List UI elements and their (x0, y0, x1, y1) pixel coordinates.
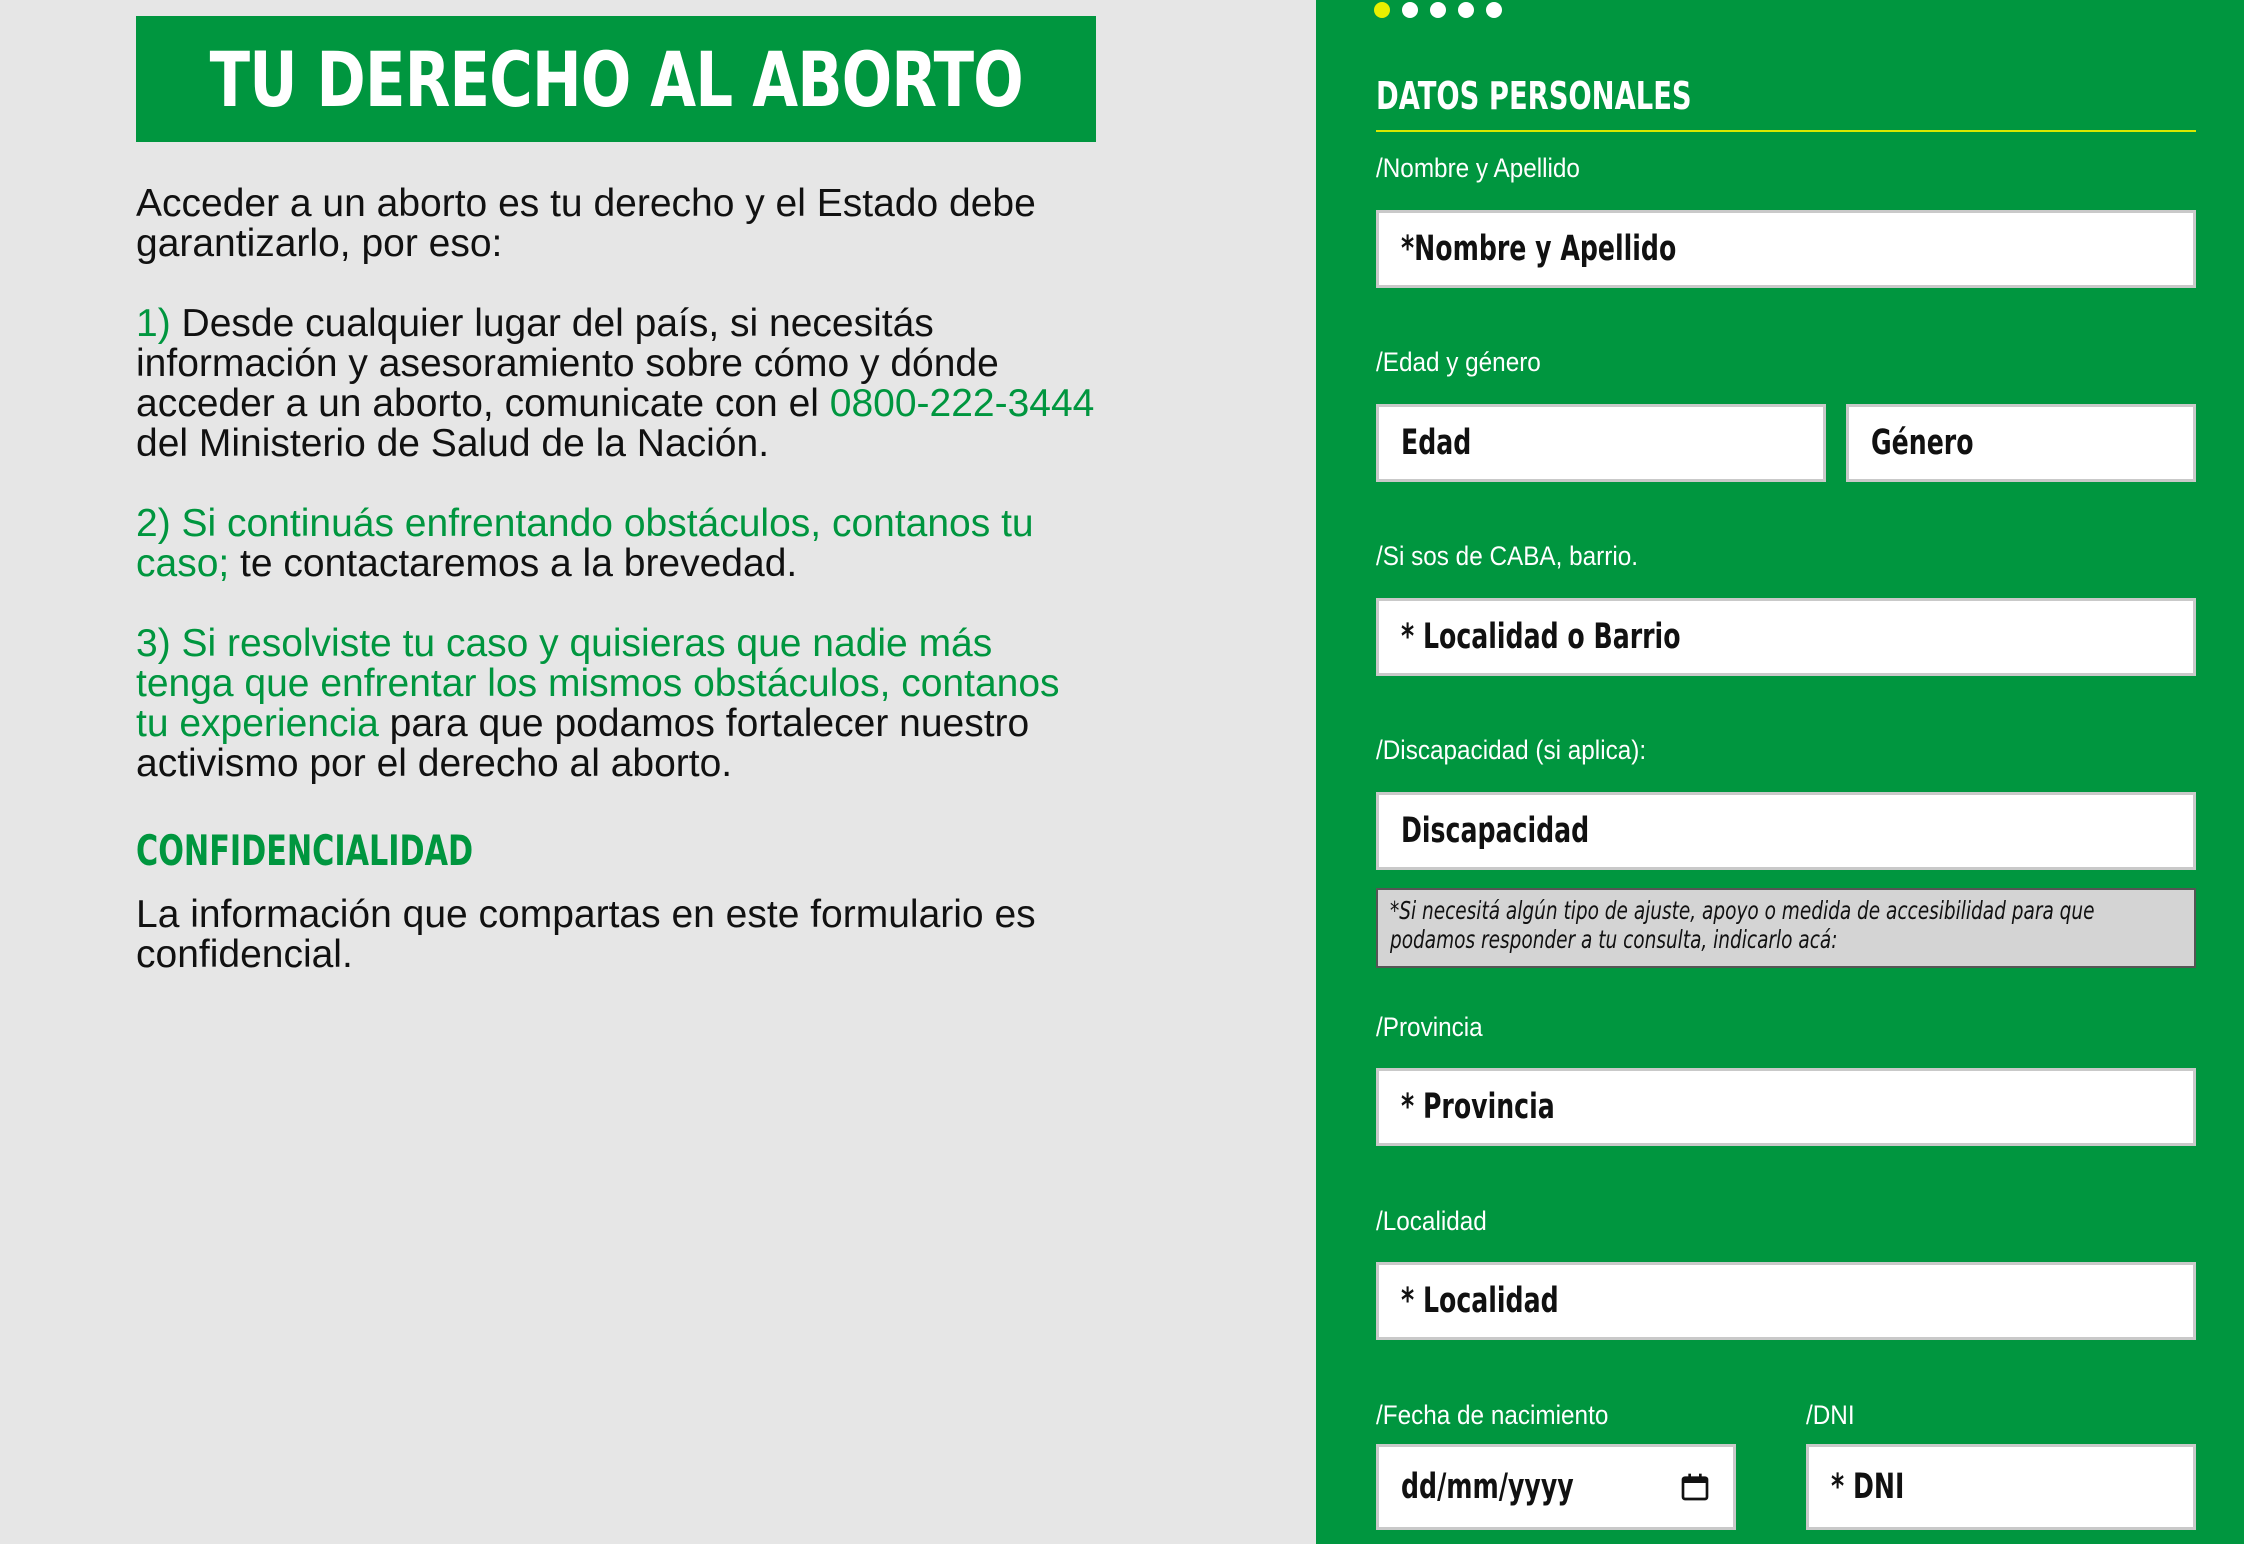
step-dot-4[interactable] (1458, 2, 1474, 18)
point-1-number: 1) (136, 302, 171, 345)
locality-placeholder: * Localidad (1401, 1281, 1559, 1321)
intro-paragraph: Acceder a un aborto es tu derecho y el Estado debe garantizarlo, por eso: (136, 182, 1036, 265)
point-3-highlight: 3) Si resolviste tu caso y quisieras que nadie más tenga que enfrentar los mismos obstáculos, contanos tu experiencia (136, 622, 1060, 745)
title-banner (136, 16, 1096, 142)
form-panel (1316, 0, 2244, 1544)
gender-placeholder: Género (1871, 423, 1974, 463)
barrio-input[interactable] (1376, 598, 2196, 676)
province-input[interactable] (1376, 1068, 2196, 1146)
age-input[interactable] (1376, 404, 1826, 482)
barrio-placeholder: * Localidad o Barrio (1401, 617, 1681, 657)
step-indicator (1374, 2, 1502, 18)
name-input[interactable] (1376, 210, 2196, 288)
point-1-text-a: Desde cualquier lugar del país, si necesitás información y asesoramiento sobre cómo y dónde acceder a un aborto, comunicate con el (136, 302, 999, 425)
locality-input[interactable] (1376, 1262, 2196, 1340)
intro-text-block (136, 184, 1096, 784)
phone-number: 0800-222-3444 (829, 382, 1095, 425)
point-2 (136, 504, 1096, 584)
birthdate-label: /Fecha de nacimiento (1376, 1400, 1609, 1430)
info-column (136, 16, 1096, 975)
step-dot-5[interactable] (1486, 2, 1502, 18)
disability-placeholder: Discapacidad (1401, 811, 1590, 851)
disability-note[interactable] (1376, 888, 2196, 968)
point-2-highlight: 2) Si continuás enfrentando obstáculos, contanos tu caso; (136, 502, 1034, 585)
age-placeholder: Edad (1401, 423, 1472, 463)
age-gender-label: /Edad y género (1376, 347, 1541, 377)
page-title: TU DERECHO AL ABORTO (209, 34, 1023, 124)
step-dot-1[interactable] (1374, 2, 1390, 18)
name-placeholder: *Nombre y Apellido (1401, 229, 1677, 269)
calendar-icon[interactable] (1679, 1471, 1711, 1503)
dni-placeholder: * DNI (1831, 1467, 1905, 1507)
point-1 (136, 304, 1096, 464)
disability-label: /Discapacidad (si aplica): (1376, 735, 1647, 765)
point-1-text-b: del Ministerio de Salud de la Nación. (136, 422, 770, 465)
confidentiality-text: La información que compartas en este formulario es confidencial. (136, 893, 1036, 976)
dni-input[interactable] (1806, 1444, 2196, 1530)
birthdate-placeholder: dd/mm/yyyy (1401, 1467, 1574, 1507)
confidentiality-heading: CONFIDENCIALIDAD (136, 826, 474, 875)
section-divider (1376, 130, 2196, 132)
locality-label: /Localidad (1376, 1206, 1487, 1236)
gender-input[interactable] (1846, 404, 2196, 482)
disability-input[interactable] (1376, 792, 2196, 870)
caba-label: /Si sos de CABA, barrio. (1376, 541, 1639, 571)
section-title: DATOS PERSONALES (1376, 74, 1692, 118)
step-dot-2[interactable] (1402, 2, 1418, 18)
province-label: /Provincia (1376, 1012, 1483, 1042)
province-placeholder: * Provincia (1401, 1087, 1555, 1127)
dni-label: /DNI (1806, 1400, 1855, 1430)
name-label: /Nombre y Apellido (1376, 153, 1580, 183)
disability-note-text: *Si necesitá algún tipo de ajuste, apoyo o medida de accesibilidad para que podamos responder a tu consulta, indicarlo acá: (1390, 896, 2095, 954)
step-dot-3[interactable] (1430, 2, 1446, 18)
point-3 (136, 624, 1096, 784)
birthdate-input[interactable] (1376, 1444, 1736, 1530)
point-3-text: para que podamos fortalecer nuestro activismo por el derecho al aborto. (136, 702, 1030, 785)
point-2-text: te contactaremos a la brevedad. (229, 542, 798, 585)
